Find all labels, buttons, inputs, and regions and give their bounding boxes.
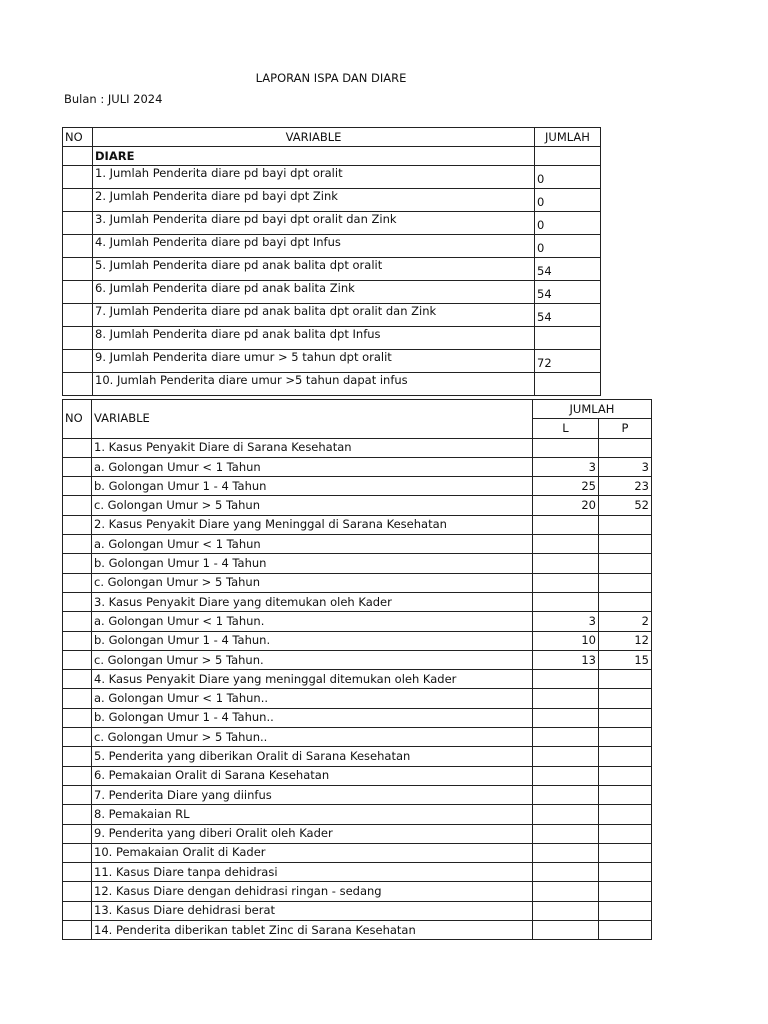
- variable-label: 5. Penderita yang diberikan Oralit di Sarana Kesehatan: [92, 747, 533, 766]
- p-value: 52: [599, 496, 652, 515]
- no-cell: [63, 766, 92, 785]
- table-row: [63, 281, 601, 304]
- table-row: [63, 805, 652, 824]
- table-row: [63, 258, 601, 281]
- p-value: 23: [599, 477, 652, 496]
- diare-cases-table: [62, 399, 652, 940]
- table-row: [63, 592, 652, 611]
- no-cell: [63, 515, 92, 534]
- variable-label: 6. Pemakaian Oralit di Sarana Kesehatan: [92, 766, 533, 785]
- no-cell: [63, 281, 93, 304]
- table-header-row: [63, 400, 652, 419]
- variable-label: c. Golongan Umur > 5 Tahun.: [92, 650, 533, 669]
- no-cell: [63, 901, 92, 920]
- p-value: [599, 824, 652, 843]
- table-row: [63, 515, 652, 534]
- p-value: 3: [599, 457, 652, 476]
- variable-label: 7. Jumlah Penderita diare pd anak balita dpt oralit dan Zink: [93, 304, 535, 327]
- no-cell: [63, 212, 93, 235]
- no-cell: [63, 477, 92, 496]
- no-cell: [63, 573, 92, 592]
- variable-label: a. Golongan Umur < 1 Tahun..: [92, 689, 533, 708]
- header-no: NO: [63, 400, 92, 439]
- no-cell: [63, 166, 93, 189]
- table-row: [63, 882, 652, 901]
- jumlah-value: 54: [535, 258, 601, 281]
- p-value: [599, 515, 652, 534]
- p-value: 15: [599, 650, 652, 669]
- jumlah-value: 0: [535, 166, 601, 189]
- variable-label: a. Golongan Umur < 1 Tahun: [92, 535, 533, 554]
- variable-label: 9. Penderita yang diberi Oralit oleh Kader: [92, 824, 533, 843]
- variable-label: a. Golongan Umur < 1 Tahun.: [92, 612, 533, 631]
- p-value: [599, 689, 652, 708]
- diare-summary-table: [62, 127, 601, 396]
- no-cell: [63, 631, 92, 650]
- p-value: [599, 863, 652, 882]
- no-cell: [63, 882, 92, 901]
- table-row: [63, 728, 652, 747]
- variable-label: 10. Jumlah Penderita diare umur >5 tahun dapat infus: [93, 373, 535, 396]
- l-value: [533, 747, 599, 766]
- l-value: 3: [533, 612, 599, 631]
- variable-label: b. Golongan Umur 1 - 4 Tahun..: [92, 708, 533, 727]
- table-row: [63, 650, 652, 669]
- table-row: [63, 921, 652, 940]
- variable-label: 4. Kasus Penyakit Diare yang meninggal ditemukan oleh Kader: [92, 670, 533, 689]
- variable-label: 7. Penderita Diare yang diinfus: [92, 785, 533, 804]
- l-value: [533, 592, 599, 611]
- no-cell: [63, 785, 92, 804]
- no-cell: [63, 350, 93, 373]
- table-row: [63, 373, 601, 396]
- no-cell: [63, 189, 93, 212]
- l-value: [533, 670, 599, 689]
- l-value: [533, 515, 599, 534]
- p-value: [599, 438, 652, 457]
- variable-label: 8. Jumlah Penderita diare pd anak balita dpt Infus: [93, 327, 535, 350]
- table-row: [63, 457, 652, 476]
- p-value: [599, 785, 652, 804]
- header-l: L: [533, 419, 599, 438]
- l-value: 20: [533, 496, 599, 515]
- variable-label: 5. Jumlah Penderita diare pd anak balita dpt oralit: [93, 258, 535, 281]
- variable-label: 2. Jumlah Penderita diare pd bayi dpt Zink: [93, 189, 535, 212]
- no-cell: [63, 592, 92, 611]
- section-label: DIARE: [93, 147, 535, 166]
- no-cell: [63, 235, 93, 258]
- no-cell: [63, 612, 92, 631]
- p-value: [599, 766, 652, 785]
- table-row: [63, 766, 652, 785]
- l-value: [533, 882, 599, 901]
- l-value: 13: [533, 650, 599, 669]
- no-cell: [63, 535, 92, 554]
- p-value: [599, 708, 652, 727]
- table-row: [63, 612, 652, 631]
- header-p: P: [599, 419, 652, 438]
- jumlah-value: 0: [535, 189, 601, 212]
- table-row: [63, 573, 652, 592]
- variable-label: 9. Jumlah Penderita diare umur > 5 tahun dpt oralit: [93, 350, 535, 373]
- header-no: NO: [63, 128, 93, 147]
- table-row: [63, 438, 652, 457]
- no-cell: [63, 708, 92, 727]
- no-cell: [63, 805, 92, 824]
- no-cell: [63, 258, 93, 281]
- no-cell: [63, 728, 92, 747]
- no-cell: [63, 824, 92, 843]
- value-cell: [535, 147, 601, 166]
- variable-label: c. Golongan Umur > 5 Tahun..: [92, 728, 533, 747]
- variable-label: 6. Jumlah Penderita diare pd anak balita Zink: [93, 281, 535, 304]
- p-value: [599, 747, 652, 766]
- l-value: [533, 573, 599, 592]
- no-cell: [63, 747, 92, 766]
- no-cell: [63, 304, 93, 327]
- table-row: [63, 901, 652, 920]
- no-cell: [63, 650, 92, 669]
- l-value: [533, 785, 599, 804]
- jumlah-value: 54: [535, 304, 601, 327]
- jumlah-value: 0: [535, 212, 601, 235]
- report-month: Bulan : JULI 2024: [64, 92, 163, 106]
- no-cell: [63, 496, 92, 515]
- l-value: 10: [533, 631, 599, 650]
- variable-label: 11. Kasus Diare tanpa dehidrasi: [92, 863, 533, 882]
- l-value: [533, 901, 599, 920]
- variable-label: b. Golongan Umur 1 - 4 Tahun.: [92, 631, 533, 650]
- table-row: [63, 824, 652, 843]
- jumlah-value: 72: [535, 350, 601, 373]
- p-value: [599, 573, 652, 592]
- table-row: [63, 785, 652, 804]
- l-value: [533, 535, 599, 554]
- p-value: [599, 901, 652, 920]
- l-value: [533, 689, 599, 708]
- l-value: [533, 728, 599, 747]
- l-value: [533, 863, 599, 882]
- l-value: 25: [533, 477, 599, 496]
- p-value: [599, 805, 652, 824]
- p-value: [599, 592, 652, 611]
- variable-label: 13. Kasus Diare dehidrasi berat: [92, 901, 533, 920]
- header-variable: VARIABLE: [93, 128, 535, 147]
- jumlah-value: 54: [535, 281, 601, 304]
- variable-label: b. Golongan Umur 1 - 4 Tahun: [92, 554, 533, 573]
- variable-label: 1. Kasus Penyakit Diare di Sarana Kesehatan: [92, 438, 533, 457]
- report-title: LAPORAN ISPA DAN DIARE: [255, 71, 407, 85]
- p-value: [599, 535, 652, 554]
- table-row: [63, 689, 652, 708]
- header-variable: VARIABLE: [92, 400, 533, 439]
- variable-label: c. Golongan Umur > 5 Tahun: [92, 496, 533, 515]
- l-value: [533, 766, 599, 785]
- p-value: 12: [599, 631, 652, 650]
- l-value: [533, 824, 599, 843]
- p-value: [599, 843, 652, 862]
- l-value: [533, 805, 599, 824]
- l-value: 3: [533, 457, 599, 476]
- header-jumlah: JUMLAH: [533, 400, 652, 419]
- table-row: [63, 554, 652, 573]
- l-value: [533, 438, 599, 457]
- variable-label: 10. Pemakaian Oralit di Kader: [92, 843, 533, 862]
- table-row: [63, 327, 601, 350]
- table-row: [63, 166, 601, 189]
- variable-label: 4. Jumlah Penderita diare pd bayi dpt Infus: [93, 235, 535, 258]
- no-cell: [63, 921, 92, 940]
- l-value: [533, 554, 599, 573]
- p-value: 2: [599, 612, 652, 631]
- variable-label: c. Golongan Umur > 5 Tahun: [92, 573, 533, 592]
- l-value: [533, 708, 599, 727]
- no-cell: [63, 373, 93, 396]
- table-row: [63, 535, 652, 554]
- variable-label: 14. Penderita diberikan tablet Zinc di Sarana Kesehatan: [92, 921, 533, 940]
- no-cell: [63, 843, 92, 862]
- variable-label: b. Golongan Umur 1 - 4 Tahun: [92, 477, 533, 496]
- no-cell: [63, 863, 92, 882]
- table-row: [63, 496, 652, 515]
- no-cell: [63, 689, 92, 708]
- p-value: [599, 728, 652, 747]
- table-row: [63, 477, 652, 496]
- table-row: [63, 189, 601, 212]
- table-row: [63, 304, 601, 327]
- variable-label: 12. Kasus Diare dengan dehidrasi ringan - sedang: [92, 882, 533, 901]
- table-header-row: [63, 128, 601, 147]
- variable-label: 1. Jumlah Penderita diare pd bayi dpt oralit: [93, 166, 535, 189]
- table-row: [63, 670, 652, 689]
- variable-label: 8. Pemakaian RL: [92, 805, 533, 824]
- table-row: [63, 350, 601, 373]
- p-value: [599, 670, 652, 689]
- table-row: [63, 747, 652, 766]
- l-value: [533, 921, 599, 940]
- jumlah-value: [535, 327, 601, 350]
- variable-label: 2. Kasus Penyakit Diare yang Meninggal di Sarana Kesehatan: [92, 515, 533, 534]
- no-cell: [63, 457, 92, 476]
- no-cell: [63, 438, 92, 457]
- section-row: [63, 147, 601, 166]
- variable-label: a. Golongan Umur < 1 Tahun: [92, 457, 533, 476]
- table-row: [63, 212, 601, 235]
- table-row: [63, 708, 652, 727]
- table-row: [63, 631, 652, 650]
- variable-label: 3. Jumlah Penderita diare pd bayi dpt oralit dan Zink: [93, 212, 535, 235]
- p-value: [599, 882, 652, 901]
- l-value: [533, 843, 599, 862]
- variable-label: 3. Kasus Penyakit Diare yang ditemukan oleh Kader: [92, 592, 533, 611]
- no-cell: [63, 554, 92, 573]
- table-row: [63, 843, 652, 862]
- p-value: [599, 554, 652, 573]
- jumlah-value: [535, 373, 601, 396]
- table-row: [63, 863, 652, 882]
- jumlah-value: 0: [535, 235, 601, 258]
- no-cell: [63, 327, 93, 350]
- p-value: [599, 921, 652, 940]
- no-cell: [63, 670, 92, 689]
- table-row: [63, 235, 601, 258]
- header-jumlah: JUMLAH: [535, 128, 601, 147]
- no-cell: [63, 147, 93, 166]
